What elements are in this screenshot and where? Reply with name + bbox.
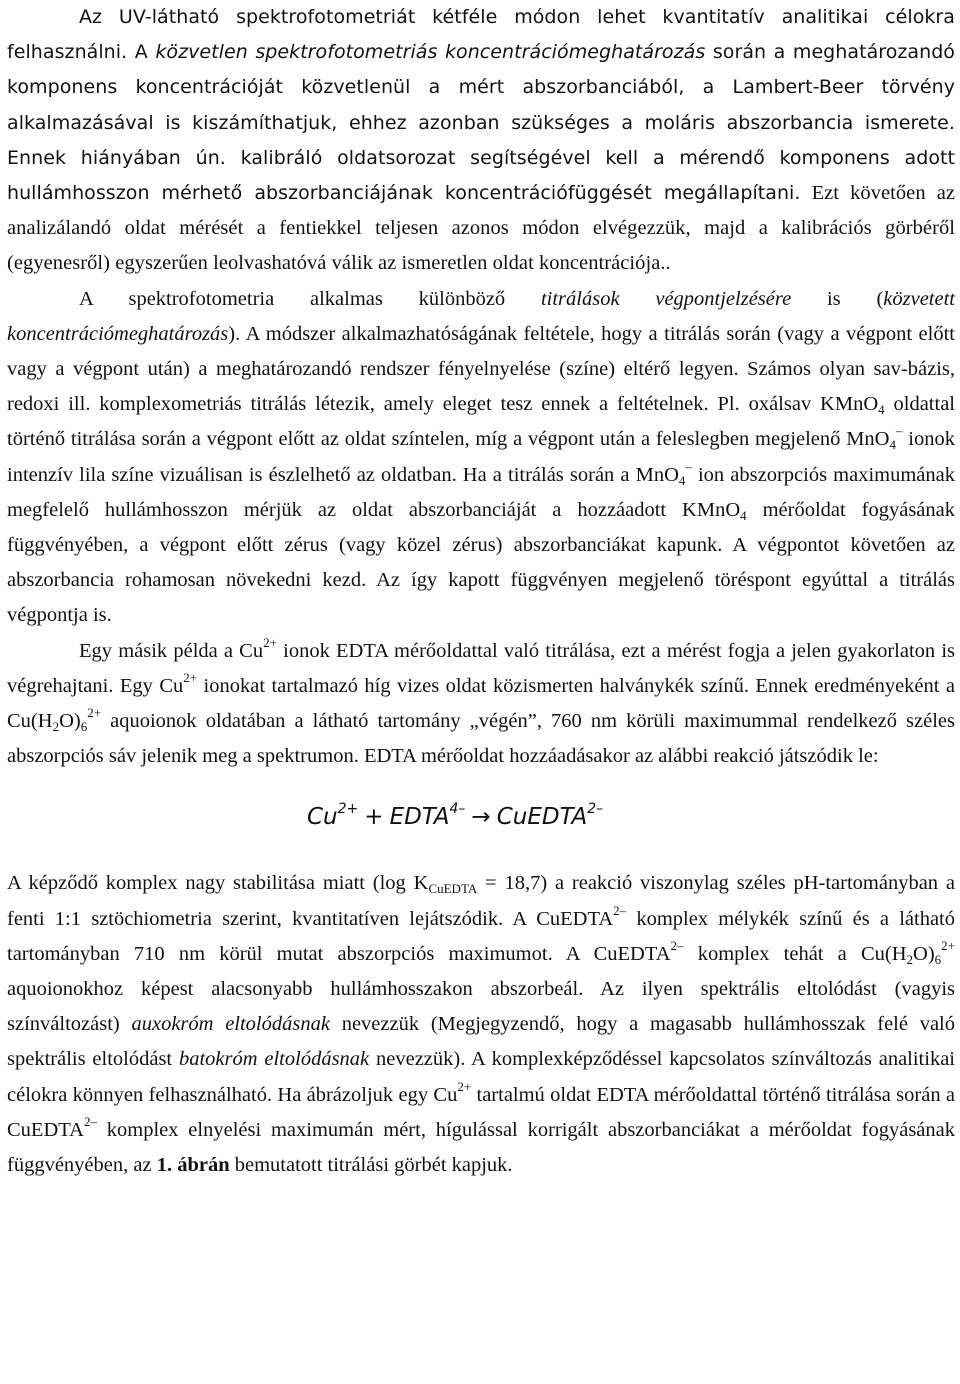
text-run: ionok intenzív lila színe vizuálisan is észlelhető az oldatban. Ha a titrálás során a MnO — [7, 428, 955, 486]
equation-charge: 4– — [449, 801, 466, 818]
text-run: nevezzük (Megjegyzendő, hogy a magasabb hullámhosszak felé való spektrális eltolódást — [7, 1013, 956, 1071]
text-run: = 18,7) a reakció viszonylag széles pH-tartományban a fenti 1:1 sztöchiometria szerint, kvantitatíven lejátszódik. A CuEDTA — [7, 872, 955, 930]
text-run: ionokat tartalmazó híg vizes oldat közismerten halványkék színű. Ennek eredményeként a Cu(H — [7, 674, 955, 733]
subscript: 6 — [934, 951, 942, 967]
paragraph-complex-stability — [7, 866, 955, 1183]
text-run: ionok EDTA mérőoldattal való titrálása, ezt a mérést fogja a jelen gyakorlaton is végrehajtani. Egy Cu — [7, 639, 955, 697]
term-bathochrome-shift: batokróm eltolódásnak — [178, 1048, 370, 1071]
text-run: komplex mélykék színű és a látható tartományban 710 nm körül mutat abszorpciós maximumot. A CuEDTA — [7, 907, 955, 965]
text-run: oldattal történő titrálása során a végpont előtt az oldat színtelen, míg a végpont után a feleslegben megjelenő MnO — [7, 393, 955, 451]
text-run: komplex elnyelési maximumán mért, hígulással korrigált abszorbanciákat a mérőoldat fogyásának függvényében, az — [7, 1118, 955, 1177]
paragraph-copper-edta — [7, 634, 955, 775]
term-indirect-determination: közvetett koncentrációmeghatározás — [7, 287, 955, 345]
text-run: aquoionokhoz képest alacsonyabb hullámhosszakon abszorbeál. Az ilyen spektrális eltolódást (vagyis színváltozást) — [7, 978, 955, 1036]
equation-reactant-edta: EDTA — [389, 804, 450, 831]
subscript: 4 — [878, 402, 885, 418]
text-run: komplex tehát a Cu(H — [683, 942, 907, 965]
text-run: ion abszorpciós maximumának megfelelő hullámhosszon mérjük az oldat abszorbanciáját a hozzáadott KMnO — [7, 463, 955, 521]
text-run: A képződő komplex nagy stabilitása miatt (log K — [7, 872, 429, 895]
text-run: ). A módszer alkalmazhatóságának feltétele, hogy a titrálás során (vagy a végpont előtt vagy a végpont után) a meghatározandó rendszer fényelnyelése (színe) eltérő legyen. Számos olyan sav-bázis, redoxi ill. komplexometriás titrálás létezik, amely eleget tesz ennek a feltételnek. Pl. oxálsav KMnO — [7, 322, 955, 416]
subscript: 4 — [740, 507, 747, 523]
text-run: O) — [913, 942, 935, 965]
text-run: Ezt követően az analizálandó oldat mérését a fentiekkel teljesen azonos módon elvégezzük, majd a kalibrációs görbéről (egyenesről) egyszerűen leolvashatóvá válik az ismeretlen oldat koncentrációja.. — [7, 182, 955, 275]
text-run: A spektrofotometria alkalmas különböző — [79, 287, 541, 310]
superscript: 2+ — [263, 634, 277, 650]
text-run: Egy másik példa a Cu — [79, 639, 264, 662]
superscript: 2– — [83, 1113, 97, 1129]
equation-charge: 2+ — [337, 801, 359, 818]
text-run: O) — [59, 710, 81, 733]
term-endpoint-detection: titrálások végpontjelzésére — [540, 287, 792, 310]
superscript: 2+ — [457, 1078, 472, 1094]
figure-reference: 1. ábrán — [156, 1154, 230, 1177]
document-page — [7, 0, 955, 1183]
text-run: Az UV-látható spektrofotometriát kétféle módon lehet kvantitatív analitikai célokra felhasználni. A — [7, 6, 955, 64]
superscript: 2– — [670, 937, 684, 953]
text-run: is ( — [791, 287, 884, 310]
superscript: 2– — [613, 902, 627, 918]
superscript: – — [895, 423, 903, 439]
reaction-equation — [7, 774, 955, 862]
paragraph-titration — [7, 282, 955, 634]
equation-arrow: → — [471, 804, 491, 831]
superscript: – — [685, 458, 692, 474]
subscript: 4 — [889, 437, 896, 453]
text-run: során a meghatározandó komponens koncentrációját közvetlenül a mért abszorbanciából, a Lambert-Beer törvény alkalmazásával is kiszámíthatjuk, ehhez azonban szükséges a moláris abszorbancia ismerete. Ennek hiányában ún. kalibráló oldatsorozat segítségével kell a mérendő komponens adott hullámhosszon mérhető abszorbanciájának koncentrációfüggését megállapítani. — [7, 41, 955, 205]
term-auxochrome-shift: auxokróm eltolódásnak — [131, 1013, 330, 1036]
subscript: CuEDTA — [428, 881, 478, 897]
equation-charge: 2– — [587, 801, 604, 818]
paragraph-intro — [7, 0, 955, 282]
text-run: bemutatott titrálási görbét kapjuk. — [229, 1154, 513, 1177]
subscript: 4 — [678, 472, 686, 488]
text-run: aquoionok oldatában a látható tartomány „végén”, 760 nm körüli maximummal rendelkező széles abszorpciós sáv jelenik meg a spektrumon. EDTA mérőoldat hozzáadásakor az alábbi reakció játszódik le: — [7, 710, 955, 768]
subscript: 6 — [80, 719, 88, 735]
text-run: tartalmú oldat EDTA mérőoldattal történő titrálása során a CuEDTA — [7, 1083, 956, 1141]
term-direct-spectrophotometry: közvetlen spektrofotometriás koncentrációmeghatározás — [155, 41, 706, 64]
superscript: 2+ — [87, 705, 102, 721]
subscript: 2 — [906, 951, 914, 967]
equation-product: CuEDTA — [496, 804, 588, 831]
superscript: 2+ — [941, 937, 955, 953]
equation-plus-sign: + — [364, 804, 384, 831]
text-run: nevezzük). A komplexképződéssel kapcsolatos színváltozás analitikai célokra könnyen felhasználható. Ha ábrázoljuk egy Cu — [7, 1048, 955, 1106]
superscript: 2+ — [183, 669, 198, 685]
text-run: mérőoldat fogyásának függvényében, a végpont előtt zérus (vagy közel zérus) abszorbanciákat kapunk. A végpontot követően az abszorbancia rohamosan növekedni kezd. Az így kapott függvényen megjelenő töréspont egyúttal a titrálás végpontja is. — [7, 498, 955, 627]
equation-reactant-copper: Cu — [307, 804, 338, 831]
subscript: 2 — [52, 719, 60, 735]
